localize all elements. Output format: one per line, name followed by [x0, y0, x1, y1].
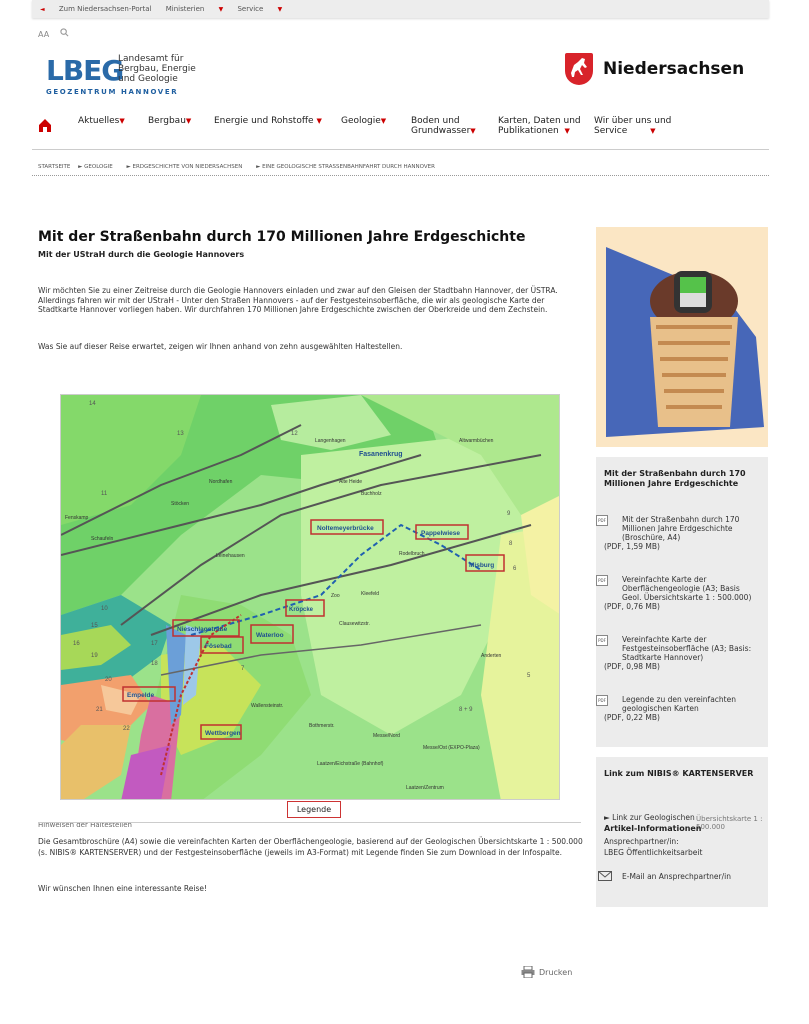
- geozentrum-label: GEOZENTRUM HANNOVER: [46, 88, 179, 96]
- download-text: Mit der Straßenbahn durch 170 Millionen Jahre Erdgeschichte (Broschüre, A4): [622, 515, 740, 542]
- download-size: (PDF, 1,59 MB): [604, 542, 660, 551]
- nav-item-energie[interactable]: [214, 116, 322, 126]
- nav-label: Grundwasser: [411, 126, 471, 136]
- nav-label: Aktuelles: [78, 116, 120, 126]
- map-place: Altwarmbüchen: [459, 438, 494, 444]
- breadcrumb-item[interactable]: ► ERDGESCHICHTE VON NIEDERSACHSEN: [126, 164, 243, 170]
- map-place: Messe/Nord: [373, 733, 400, 739]
- map-stop: Wettbergen: [205, 730, 241, 737]
- page-title: Mit der Straßenbahn durch 170 Millionen Jahre Erdgeschichte: [38, 229, 526, 245]
- map-zone: 21: [96, 707, 103, 713]
- map-stop: Waterloo: [256, 632, 284, 639]
- map-place: Fenskamp: [65, 515, 89, 521]
- map-stop: Empelde: [127, 692, 155, 699]
- state-name: Niedersachsen: [603, 59, 745, 79]
- map-zone: 13: [177, 431, 184, 437]
- breadcrumb-item[interactable]: ► EINE GEOLOGISCHE STRASSENBAHNFAHRT DURCH HANNOVER: [256, 164, 435, 170]
- map-place: Nordhafen: [209, 479, 233, 485]
- outro-text: Die Gesamtbroschüre (A4) sowie die vereinfachten Karten der Oberflächengeologie, basierend auf der Geologischen Übersichtskarte 1 : 500.000 (s. NIBIS® KARTENSERVER) und der Festgesteinsoberfläche (jeweils im A3-Format) mit Legende finden Sie zum Download in der Infospalte.: [38, 837, 583, 857]
- map-stop: Fasanenkrug: [359, 451, 403, 458]
- intro-text-2: Was Sie auf dieser Reise erwartet, zeigen wir Ihnen anhand von zehn ausgewählten Haltestellen.: [38, 342, 403, 351]
- map-place: Clausewitzstr.: [339, 621, 370, 627]
- download-size: (PDF, 0,22 MB): [604, 713, 660, 722]
- dropdown-icon: ▼: [218, 6, 224, 13]
- map-zone: 8 + 9: [459, 707, 473, 713]
- email-label: E-Mail an Ansprechpartner/in: [622, 871, 731, 881]
- contact-title: Artikel-Informationen: [604, 824, 702, 833]
- main-navigation: [38, 116, 768, 146]
- map-place: Rodelbruch: [399, 551, 425, 557]
- legend-button[interactable]: Legende: [287, 801, 341, 818]
- envelope-icon: [598, 871, 612, 881]
- nav-item-bergbau[interactable]: [148, 116, 191, 126]
- map-stop: Misburg: [469, 562, 495, 569]
- top-service-bar: [32, 0, 769, 18]
- map-zone: 17: [151, 641, 158, 647]
- printer-icon: [521, 966, 535, 978]
- nav-item-karten[interactable]: [498, 116, 581, 136]
- nav-label: Wir über uns und: [594, 116, 672, 126]
- map-place: Leinehausen: [216, 553, 245, 559]
- lbeg-logo[interactable]: [46, 54, 196, 96]
- intro-text: Wir möchten Sie zu einer Zeitreise durch die Geologie Hannovers einladen und zwar auf den Gleisen der Stadtbahn Hannover, der ÜSTRA. Allerdings fahren wir mit der UStraH - Unter den Straßen Hannovers - auf der Festgesteinsoberfläche, die wir als geologische Karte der Stadtkarte Hannover vorliegen haben. Wir durchfahren 170 Millionen Jahre Erdgeschichte zwischen der Oberkreide und dem Zechstein.: [38, 286, 558, 314]
- map-zone: 10: [101, 606, 108, 612]
- nav-item-geologie[interactable]: [341, 116, 386, 126]
- nav-label: Boden und: [411, 116, 460, 126]
- lbeg-name: [118, 54, 218, 84]
- outro-text-2: Wir wünschen Ihnen eine interessante Reise!: [38, 884, 208, 893]
- map-place: Bothmerstr.: [309, 723, 335, 729]
- service-menu[interactable]: [237, 5, 282, 13]
- geological-map[interactable]: [60, 394, 560, 800]
- portal-link[interactable]: Zum Niedersachsen-Portal: [58, 5, 152, 13]
- map-place: Stöcken: [171, 501, 190, 507]
- map-place: Laatzen/Zentrum: [406, 785, 444, 791]
- map-zone: 20: [105, 677, 112, 683]
- map-zone: 6: [513, 566, 517, 572]
- map-place: Wallensteinstr.: [251, 703, 284, 709]
- tram-illustration: [596, 227, 768, 447]
- nav-label: Service: [594, 126, 628, 136]
- downloads-box: [596, 457, 768, 747]
- downloads-title: Mit der Straßenbahn durch 170 Millionen Jahre Erdgeschichte: [604, 469, 746, 488]
- back-arrow-icon: ◄: [40, 6, 45, 13]
- pdf-icon: PDF: [596, 635, 608, 646]
- dropdown-icon: ▼: [650, 127, 656, 135]
- service-label: Service: [237, 5, 264, 13]
- map-zone: 18: [151, 661, 158, 667]
- download-size: (PDF, 0,76 MB): [604, 602, 660, 611]
- map-place: Alte Heide: [339, 479, 363, 485]
- map-stop: Fösebad: [205, 643, 232, 650]
- dropdown-icon: ▼: [316, 117, 322, 125]
- breadcrumb-label: GEOLOGIE: [84, 164, 113, 170]
- dropdown-icon: ▼: [380, 117, 387, 125]
- ministerien-menu[interactable]: [166, 5, 224, 13]
- nav-divider: [32, 149, 769, 150]
- nibis-box: [596, 757, 768, 907]
- cut-heading: Hinweisen der Haltestellen: [38, 823, 132, 829]
- map-zone: 8: [509, 541, 513, 547]
- map-place: Zoo: [331, 593, 340, 599]
- breadcrumb-item[interactable]: ► GEOLOGIE: [78, 164, 113, 170]
- dropdown-icon: ▼: [185, 117, 192, 125]
- search-icon[interactable]: [60, 30, 69, 39]
- breadcrumb-item[interactable]: STARTSEITE: [38, 164, 71, 170]
- download-text: Vereinfachte Karte der Oberflächengeologie (A3; Basis Geol. Übersichtskarte 1 : 500.000): [622, 575, 752, 602]
- map-place: Laatzen/Eichstraße (Bahnhof): [317, 761, 384, 767]
- map-zone: 19: [91, 653, 98, 659]
- download-item[interactable]: [596, 515, 760, 551]
- print-button[interactable]: [521, 966, 572, 978]
- map-place: Langenhagen: [315, 438, 346, 444]
- email-contact-link[interactable]: [598, 871, 731, 881]
- dropdown-icon: ▼: [564, 127, 570, 135]
- download-item[interactable]: [596, 575, 760, 611]
- contact-name: LBEG Öffentlichkeitsarbeit: [604, 848, 703, 857]
- niedersachsen-logo[interactable]: [565, 53, 744, 85]
- map-zone: 15: [91, 623, 98, 629]
- breadcrumb: [38, 164, 447, 170]
- download-size: (PDF, 0,98 MB): [604, 662, 660, 671]
- lbeg-abbr: LBEG: [46, 54, 124, 87]
- map-place: Kleefeld: [361, 591, 380, 597]
- breadcrumb-divider: [32, 175, 769, 176]
- contact-label: Ansprechpartner/in:: [604, 837, 679, 846]
- lbeg-name-line2: Bergbau, Energie: [118, 64, 196, 74]
- ministerien-label: Ministerien: [165, 5, 205, 13]
- page-tools: [38, 28, 69, 39]
- dropdown-icon: ▼: [470, 127, 476, 135]
- map-zone: 14: [89, 401, 96, 407]
- map-stop: Pappelwiese: [421, 530, 461, 537]
- download-item[interactable]: [596, 695, 760, 722]
- pdf-icon: PDF: [596, 515, 608, 526]
- map-zone: 9: [507, 511, 511, 517]
- map-place: Messe/Ost (EXPO-Plaza): [423, 745, 480, 751]
- map-zone: 5: [527, 673, 531, 679]
- map-zone: 22: [123, 726, 130, 732]
- nibis-title: Link zum NIBIS® KARTENSERVER: [604, 769, 754, 778]
- download-text: Legende zu den vereinfachten geologischen Karten: [622, 695, 736, 713]
- nav-item-wir-ueber-uns[interactable]: [594, 116, 671, 136]
- map-stop: Nieschlagstraße: [177, 626, 228, 633]
- map-zone: 12: [291, 431, 298, 437]
- map-zone: 11: [101, 491, 108, 497]
- horse-shield-icon: [565, 53, 593, 85]
- map-zone: 16: [73, 641, 80, 647]
- nav-label: Publikationen: [498, 126, 559, 136]
- nav-item-aktuelles[interactable]: [78, 116, 125, 126]
- nibis-link-cut: Übersichtskarte 1 : 500.000: [696, 815, 763, 831]
- dropdown-icon: ▼: [119, 117, 125, 125]
- map-stop: Kröpcke: [289, 607, 314, 613]
- map-place: Schaufeln: [91, 536, 114, 542]
- nav-label: Bergbau: [148, 116, 186, 126]
- nav-label: Energie und Rohstoffe: [214, 116, 314, 126]
- print-label: Drucken: [539, 967, 573, 977]
- page-subtitle: Mit der UStraH durch die Geologie Hannovers: [38, 250, 245, 259]
- map-place: Anderten: [481, 653, 502, 659]
- nav-label: Geologie: [341, 116, 381, 126]
- pdf-icon: PDF: [596, 695, 608, 706]
- breadcrumb-label: EINE GEOLOGISCHE STRASSENBAHNFAHRT DURCH HANNOVER: [262, 164, 435, 170]
- font-size-toggle[interactable]: AA: [38, 30, 50, 39]
- lbeg-name-line3: und Geologie: [118, 74, 178, 84]
- map-zone: 7: [241, 666, 245, 672]
- dropdown-icon: ▼: [277, 6, 283, 13]
- download-text: Vereinfachte Karte der Festgesteinsoberfläche (A3; Basis: Stadtkarte Hannover): [622, 635, 752, 662]
- pdf-icon: PDF: [596, 575, 608, 586]
- home-icon[interactable]: [38, 118, 52, 132]
- lbeg-name-line1: Landesamt für: [118, 54, 184, 64]
- nav-label: Karten, Daten und: [498, 116, 581, 126]
- map-place: Buchholz: [361, 491, 382, 497]
- nibis-link-label: Link zur Geologischen: [612, 813, 695, 822]
- download-item[interactable]: [596, 635, 760, 671]
- map-stop: Noltemeyerbrücke: [317, 525, 374, 532]
- nibis-link[interactable]: ► Link zur Geologischen: [604, 813, 695, 822]
- nav-item-boden[interactable]: [411, 116, 476, 136]
- breadcrumb-label: ERDGESCHICHTE VON NIEDERSACHSEN: [132, 164, 243, 170]
